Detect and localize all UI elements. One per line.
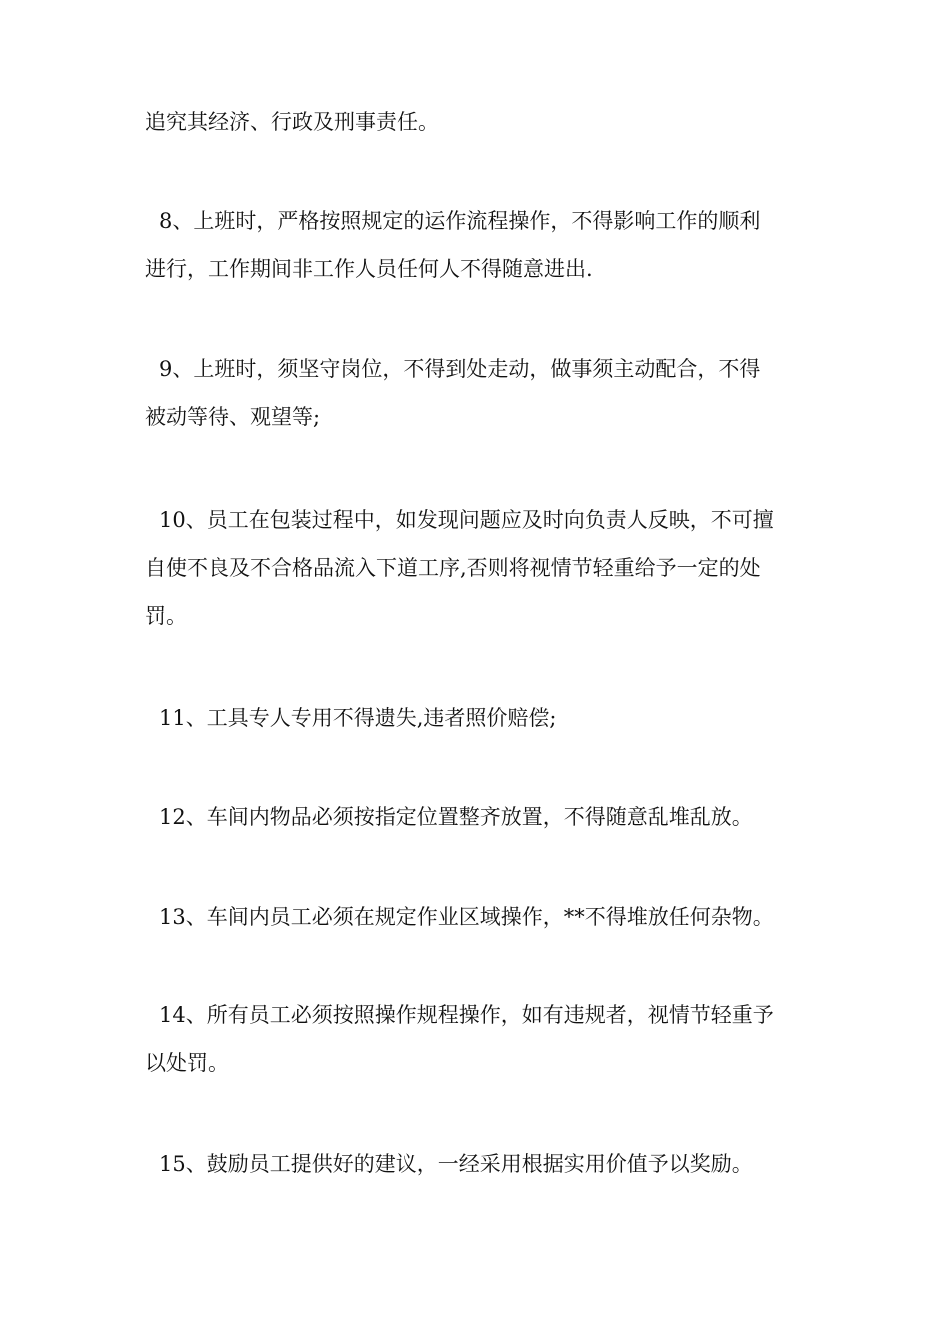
paragraph-rule-9	[145, 345, 810, 441]
paragraph-continuation	[145, 98, 810, 146]
paragraph-rule-14	[145, 991, 810, 1087]
paragraph-rule-15	[145, 1140, 810, 1188]
paragraph-line: 10、员工在包装过程中，如发现问题应及时向负责人反映，不可擅	[159, 508, 774, 532]
paragraph-rule-8	[145, 197, 810, 293]
paragraph-line: 追究其经济、行政及刑事责任。	[145, 110, 439, 134]
paragraph-line: 13、车间内员工必须在规定作业区域操作，**不得堆放任何杂物。	[159, 905, 774, 929]
paragraph-line: 进行，工作期间非工作人员任何人不得随意进出.	[145, 257, 593, 281]
paragraph-line: 罚。	[145, 604, 187, 628]
paragraph-rule-12	[145, 793, 810, 841]
paragraph-line: 15、鼓励员工提供好的建议，一经采用根据实用价值予以奖励。	[159, 1152, 753, 1176]
paragraph-line: 8、上班时，严格按照规定的运作流程操作，不得影响工作的顺利	[159, 209, 761, 233]
paragraph-line: 被动等待、观望等;	[145, 405, 321, 429]
paragraph-line: 以处罚。	[145, 1051, 229, 1075]
paragraph-line: 14、所有员工必须按照操作规程操作，如有违规者，视情节轻重予	[159, 1003, 774, 1027]
paragraph-rule-10	[145, 496, 810, 640]
paragraph-line: 9、上班时，须坚守岗位，不得到处走动，做事须主动配合，不得	[159, 357, 761, 381]
paragraph-line: 自使不良及不合格品流入下道工序,否则将视情节轻重给予一定的处	[145, 556, 761, 580]
paragraph-rule-13	[145, 893, 810, 941]
paragraph-rule-11	[145, 694, 810, 742]
paragraph-line: 11、工具专人专用不得遗失,违者照价赔偿;	[159, 706, 557, 730]
paragraph-line: 12、车间内物品必须按指定位置整齐放置，不得随意乱堆乱放。	[159, 805, 753, 829]
